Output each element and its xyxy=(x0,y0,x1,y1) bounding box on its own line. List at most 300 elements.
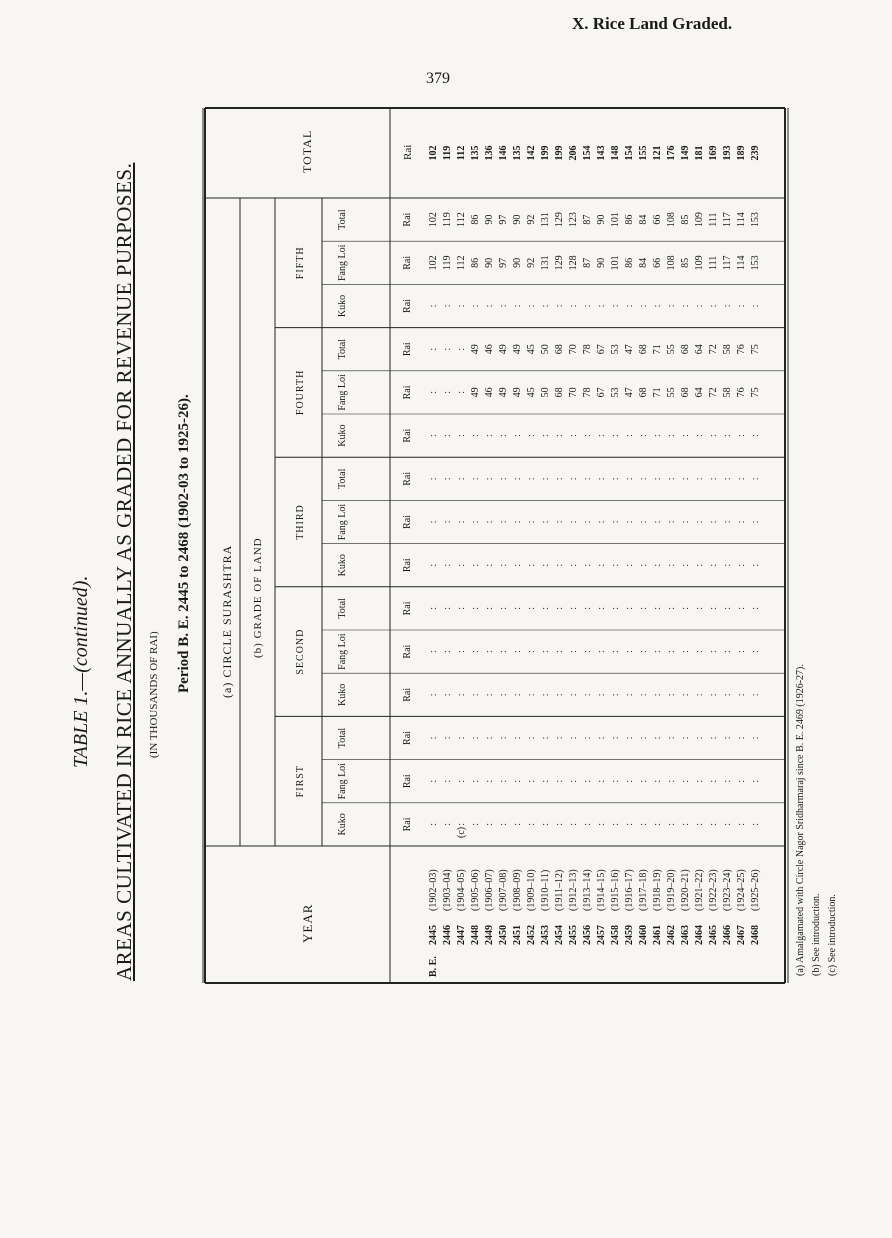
table-cell: 86 xyxy=(624,257,635,268)
table-cell: : xyxy=(540,304,551,308)
year-header: YEAR xyxy=(300,903,315,943)
table-cell: : xyxy=(666,520,677,524)
table-cell: : xyxy=(540,779,551,783)
grand-total-cell: 112 xyxy=(456,145,467,161)
grand-total-cell: 176 xyxy=(666,145,677,161)
year-be: 2467 xyxy=(736,925,747,945)
table-title: TABLE 1.—(continued). xyxy=(70,575,92,768)
table-cell: : xyxy=(666,650,677,653)
table-cell: : xyxy=(694,779,705,783)
unit-label: Rai xyxy=(402,644,413,659)
table-cell: : xyxy=(512,779,523,783)
table-cell: : xyxy=(484,779,495,783)
table-cell: : xyxy=(610,736,621,740)
table-cell: 66 xyxy=(652,214,663,225)
table-cell: : xyxy=(680,607,691,610)
table-cell: : xyxy=(498,477,509,481)
table-cell: : xyxy=(694,304,705,308)
period-heading: Period B. E. 2445 to 2468 (1902-03 to 1925-26). xyxy=(176,394,192,693)
table-cell: : xyxy=(456,823,467,826)
grand-total-cell: 135 xyxy=(470,145,481,161)
table-cell: 70 xyxy=(568,344,579,355)
year-be: 2450 xyxy=(498,925,509,945)
table-cell: : xyxy=(638,823,649,826)
table-cell: : xyxy=(736,520,747,524)
table-cell: : xyxy=(498,563,509,567)
table-cell: : xyxy=(722,823,733,826)
year-be: 2446 xyxy=(442,925,453,945)
table-cell: : xyxy=(582,563,593,567)
table-cell: : xyxy=(526,607,537,610)
table-cell: : xyxy=(568,823,579,826)
unit-label: Rai xyxy=(402,774,413,789)
table-cell: 72 xyxy=(708,344,719,355)
table-cell: : xyxy=(484,304,495,308)
year-be: 2457 xyxy=(596,925,607,945)
table-cell: : xyxy=(484,823,495,826)
year-ad: (1902–03) xyxy=(428,869,439,911)
table-cell: 71 xyxy=(652,387,663,398)
table-cell: : xyxy=(680,823,691,826)
table-cell: : xyxy=(484,736,495,740)
table-cell: 111 xyxy=(708,212,719,227)
sub-column-header: Kuko xyxy=(337,813,348,836)
table-cell: : xyxy=(680,304,691,308)
table-cell: : xyxy=(736,823,747,826)
table-cell: : xyxy=(708,607,719,610)
table-cell: : xyxy=(442,693,453,697)
table-cell: : xyxy=(442,434,453,437)
footnote: (b) See introduction. xyxy=(811,893,822,976)
table-cell: : xyxy=(680,434,691,437)
table-cell: : xyxy=(498,304,509,308)
grade-name-fourth: FOURTH xyxy=(295,369,306,416)
table-cell: : xyxy=(470,693,481,697)
year-be: 2464 xyxy=(694,925,705,945)
grand-total-cell: 193 xyxy=(722,145,733,161)
table-cell: : xyxy=(512,693,523,697)
table-cell: : xyxy=(694,693,705,697)
year-be: 2449 xyxy=(484,925,495,945)
table-cell: : xyxy=(456,347,467,351)
sub-column-header: Fang Loi xyxy=(337,374,348,411)
table-cell: : xyxy=(750,607,761,610)
table-cell: : xyxy=(680,563,691,567)
table-cell: 131 xyxy=(540,255,551,271)
table-cell: : xyxy=(666,823,677,826)
table-cell: : xyxy=(596,434,607,437)
grand-total-cell: 239 xyxy=(750,145,761,161)
table-cell: : xyxy=(722,607,733,610)
table-cell: 47 xyxy=(624,387,635,398)
table-cell: : xyxy=(708,650,719,653)
table-cell: : xyxy=(456,693,467,697)
table-cell: 64 xyxy=(694,387,705,398)
year-be: 2466 xyxy=(722,925,733,945)
table-cell: : xyxy=(722,304,733,308)
table-cell: : xyxy=(470,650,481,653)
table-cell: 45 xyxy=(526,344,537,355)
unit-label: Rai xyxy=(402,601,413,616)
table-cell: : xyxy=(456,650,467,653)
table-cell: : xyxy=(708,736,719,740)
table-cell: : xyxy=(750,434,761,437)
table-cell: 90 xyxy=(596,214,607,225)
table-cell: : xyxy=(722,736,733,740)
year-ad: (1919–20) xyxy=(666,869,677,911)
table-cell: 76 xyxy=(736,387,747,398)
table-cell: : xyxy=(554,477,565,481)
sub-column-header: Kuko xyxy=(337,554,348,577)
table-cell: : xyxy=(624,434,635,437)
table-cell: : xyxy=(624,823,635,826)
table-cell: : xyxy=(750,563,761,567)
unit-label: Rai xyxy=(402,144,414,160)
table-cell: 49 xyxy=(470,387,481,398)
table-cell: : xyxy=(554,736,565,740)
year-ad: (1913–14) xyxy=(582,869,593,911)
table-cell: : xyxy=(568,650,579,653)
table-cell: 109 xyxy=(694,212,705,228)
grand-total-cell: 142 xyxy=(526,145,537,161)
unit-label: Rai xyxy=(402,817,413,832)
unit-label: Rai xyxy=(402,515,413,529)
table-cell: : xyxy=(568,607,579,610)
year-be: 2458 xyxy=(610,925,621,945)
year-ad: (1921–22) xyxy=(694,869,705,911)
table-cell: : xyxy=(470,779,481,783)
table-cell: : xyxy=(596,693,607,697)
year-be: 2453 xyxy=(540,925,551,945)
sub-column-header: Total xyxy=(337,209,348,230)
table-cell: : xyxy=(736,736,747,740)
table-cell: : xyxy=(456,520,467,524)
table-cell: : xyxy=(442,650,453,653)
table-cell: : xyxy=(666,607,677,610)
table-cell: : xyxy=(498,520,509,524)
table-cell: : xyxy=(484,607,495,610)
table-cell: 68 xyxy=(638,387,649,398)
table-cell: : xyxy=(512,650,523,653)
table-cell: 123 xyxy=(568,212,579,228)
table-cell: : xyxy=(512,563,523,567)
table-cell: : xyxy=(666,304,677,308)
table-cell: 50 xyxy=(540,344,551,355)
table-cell: : xyxy=(554,607,565,610)
table-cell: : xyxy=(526,563,537,567)
table-cell: : xyxy=(638,650,649,653)
table-cell: 75 xyxy=(750,387,761,398)
unit-label: Rai xyxy=(402,212,413,227)
table-cell: 55 xyxy=(666,344,677,355)
table-cell: 117 xyxy=(722,212,733,227)
table-cell: 119 xyxy=(442,212,453,227)
footnote: (a) Amalgamated with Circle Nagor Sridharmaraj since B. E. 2469 (1926-27). xyxy=(795,664,806,976)
year-be: 2465 xyxy=(708,925,719,945)
table-cell: : xyxy=(610,304,621,308)
table-cell: : xyxy=(722,563,733,567)
year-ad: (1904–05) xyxy=(456,869,467,911)
table-cell: : xyxy=(652,823,663,826)
table-cell: : xyxy=(484,650,495,653)
table-cell: : xyxy=(526,693,537,697)
year-ad: (1916–17) xyxy=(624,869,635,911)
table-cell: : xyxy=(694,520,705,524)
unit-label: Rai xyxy=(402,385,413,400)
table-cell: 68 xyxy=(680,387,691,398)
year-be: 2454 xyxy=(554,925,565,945)
table-cell: : xyxy=(526,304,537,308)
table-cell: : xyxy=(540,434,551,437)
table-cell: : xyxy=(624,736,635,740)
table-cell: 84 xyxy=(638,257,649,268)
table-cell: : xyxy=(708,779,719,783)
table-cell: : xyxy=(638,477,649,481)
table-cell: : xyxy=(708,520,719,524)
table-cell: : xyxy=(708,477,719,481)
table-cell: : xyxy=(470,304,481,308)
table-cell: : xyxy=(750,779,761,783)
table-cell: : xyxy=(736,779,747,783)
year-be: 2445 xyxy=(428,925,439,945)
table-cell: : xyxy=(610,693,621,697)
table-cell: : xyxy=(484,477,495,481)
table-cell: : xyxy=(638,520,649,524)
table-cell: 45 xyxy=(526,387,537,398)
table-cell: 55 xyxy=(666,387,677,398)
table-cell: : xyxy=(540,650,551,653)
table-cell: : xyxy=(596,477,607,481)
table-cell: : xyxy=(554,693,565,697)
table-cell: : xyxy=(554,304,565,308)
table-cell: : xyxy=(526,434,537,437)
table-cell: 117 xyxy=(722,255,733,271)
table-cell: : xyxy=(652,477,663,481)
table-cell: : xyxy=(582,434,593,437)
table-cell: : xyxy=(484,520,495,524)
table-cell: : xyxy=(694,607,705,610)
table-cell: 86 xyxy=(470,257,481,268)
table-cell: 72 xyxy=(708,387,719,398)
table-cell: : xyxy=(680,693,691,697)
table-cell: 153 xyxy=(750,255,761,271)
table-cell: : xyxy=(428,736,439,740)
table-cell: : xyxy=(554,779,565,783)
table-cell: 58 xyxy=(722,387,733,398)
table-cell: 78 xyxy=(582,387,593,398)
table-cell: 68 xyxy=(554,344,565,355)
table-cell: 111 xyxy=(708,255,719,270)
table-cell: 114 xyxy=(736,212,747,227)
table-cell: : xyxy=(582,607,593,610)
grade-name-fifth: FIFTH xyxy=(295,246,306,280)
table-cell: 131 xyxy=(540,212,551,228)
table-cell: : xyxy=(498,693,509,697)
table-cell: : xyxy=(666,563,677,567)
table-cell: : xyxy=(666,779,677,783)
unit-label: Rai xyxy=(402,428,413,443)
table-cell: : xyxy=(568,520,579,524)
grand-total-cell: 206 xyxy=(568,145,579,161)
table-cell: : xyxy=(736,304,747,308)
table-cell: 97 xyxy=(498,257,509,268)
table-cell: 92 xyxy=(526,257,537,268)
table-cell: : xyxy=(540,607,551,610)
table-cell: : xyxy=(456,391,467,394)
table-cell: 129 xyxy=(554,255,565,271)
table-cell: : xyxy=(442,477,453,481)
sub-column-header: Kuko xyxy=(337,294,348,318)
year-ad: (1917–18) xyxy=(638,869,649,911)
table-cell: : xyxy=(610,563,621,567)
table-cell: 68 xyxy=(680,344,691,355)
table-cell: 85 xyxy=(680,257,691,268)
table-cell: : xyxy=(484,434,495,437)
table-cell: : xyxy=(708,434,719,437)
table-cell: : xyxy=(540,736,551,740)
table-cell: : xyxy=(512,477,523,481)
grand-total-cell: 154 xyxy=(582,145,593,161)
table-cell: : xyxy=(708,823,719,826)
table-cell: : xyxy=(540,520,551,524)
total-header: TOTAL xyxy=(300,129,314,173)
table-cell: : xyxy=(428,823,439,826)
table-cell: : xyxy=(428,779,439,783)
year-ad: (1924–25) xyxy=(736,869,747,911)
table-cell: : xyxy=(568,434,579,437)
table-cell: : xyxy=(442,520,453,524)
table-cell: 86 xyxy=(624,214,635,225)
table-cell: : xyxy=(708,693,719,697)
table-cell: : xyxy=(456,607,467,610)
grade-name-second: SECOND xyxy=(295,628,306,675)
page-number: 379 xyxy=(426,70,450,87)
table-cell: : xyxy=(680,779,691,783)
table-cell: : xyxy=(666,693,677,697)
table-cell: : xyxy=(638,736,649,740)
table-cell: : xyxy=(526,650,537,653)
table-cell: : xyxy=(680,520,691,524)
table-cell: : xyxy=(582,736,593,740)
table-cell: : xyxy=(498,779,509,783)
table-cell: : xyxy=(736,477,747,481)
table-cell: 70 xyxy=(568,387,579,398)
table-cell: : xyxy=(554,563,565,567)
table-cell: : xyxy=(526,779,537,783)
table-cell: : xyxy=(442,347,453,351)
table-cell: : xyxy=(456,477,467,481)
table-cell: 75 xyxy=(750,344,761,355)
table-cell: : xyxy=(428,650,439,653)
table-cell: : xyxy=(582,520,593,524)
table-cell: : xyxy=(596,304,607,308)
table-cell: : xyxy=(694,563,705,567)
table-cell: : xyxy=(484,563,495,567)
table-cell: : xyxy=(428,434,439,437)
grand-total-cell: 143 xyxy=(596,145,607,161)
table-cell: : xyxy=(428,391,439,394)
table-cell: 97 xyxy=(498,214,509,225)
table-cell: : xyxy=(568,477,579,481)
table-cell: 129 xyxy=(554,212,565,228)
table-cell: : xyxy=(596,520,607,524)
table-cell: : xyxy=(736,693,747,697)
table-cell: : xyxy=(470,477,481,481)
table-cell: : xyxy=(498,434,509,437)
table-cell: : xyxy=(596,607,607,610)
year-ad: (1910–11) xyxy=(540,869,551,911)
grand-total-cell: 102 xyxy=(428,145,439,161)
sub-column-header: Kuko xyxy=(337,683,348,706)
table-cell: : xyxy=(428,347,439,351)
table-cell: : xyxy=(540,563,551,567)
table-cell: 112 xyxy=(456,255,467,271)
table-cell: : xyxy=(582,304,593,308)
table-cell: : xyxy=(568,736,579,740)
year-ad: (1923–24) xyxy=(722,869,733,911)
table-cell: : xyxy=(722,520,733,524)
table-cell: : xyxy=(680,477,691,481)
table-cell: : xyxy=(638,563,649,567)
table-cell: : xyxy=(610,477,621,481)
table-cell: : xyxy=(428,304,439,308)
table-cell: : xyxy=(470,736,481,740)
table-cell: 101 xyxy=(610,212,621,228)
grand-total-cell: 149 xyxy=(680,145,691,161)
table-cell: : xyxy=(750,736,761,740)
table-cell: : xyxy=(596,736,607,740)
sub-column-header: Total xyxy=(337,598,348,619)
table-cell: : xyxy=(610,520,621,524)
table-cell: 90 xyxy=(512,214,523,225)
table-cell: 85 xyxy=(680,214,691,225)
table-cell: : xyxy=(694,650,705,653)
table-cell: : xyxy=(498,607,509,610)
year-be: 2451 xyxy=(512,925,523,945)
table-cell: : xyxy=(624,693,635,697)
table-cell: 102 xyxy=(428,212,439,228)
table-cell: 90 xyxy=(596,257,607,268)
table-cell: 50 xyxy=(540,387,551,398)
table-cell: : xyxy=(722,693,733,697)
table-cell: 46 xyxy=(484,344,495,355)
table-cell: : xyxy=(624,563,635,567)
table-cell: 84 xyxy=(638,214,649,225)
table-cell: : xyxy=(652,650,663,653)
year-ad: (1903–04) xyxy=(442,869,453,911)
table-cell: 53 xyxy=(610,387,621,398)
table-cell: : xyxy=(722,434,733,437)
table-cell: 87 xyxy=(582,257,593,268)
table-cell: 119 xyxy=(442,255,453,271)
table-cell: : xyxy=(638,779,649,783)
sub-column-header: Fang Loi xyxy=(337,633,348,670)
table-cell: : xyxy=(456,304,467,308)
table-cell: : xyxy=(540,477,551,481)
table-cell: 114 xyxy=(736,255,747,271)
table-cell: : xyxy=(666,434,677,437)
year-be: 2456 xyxy=(582,925,593,945)
sub-column-header: Kuko xyxy=(337,424,348,447)
table-cell: 90 xyxy=(512,257,523,268)
table-cell: : xyxy=(582,779,593,783)
table-cell: : xyxy=(554,650,565,653)
table-cell: : xyxy=(652,563,663,567)
table-cell: : xyxy=(708,304,719,308)
sub-column-header: Total xyxy=(337,339,348,360)
grand-total-cell: 148 xyxy=(610,145,621,161)
year-be: 2461 xyxy=(652,925,663,945)
